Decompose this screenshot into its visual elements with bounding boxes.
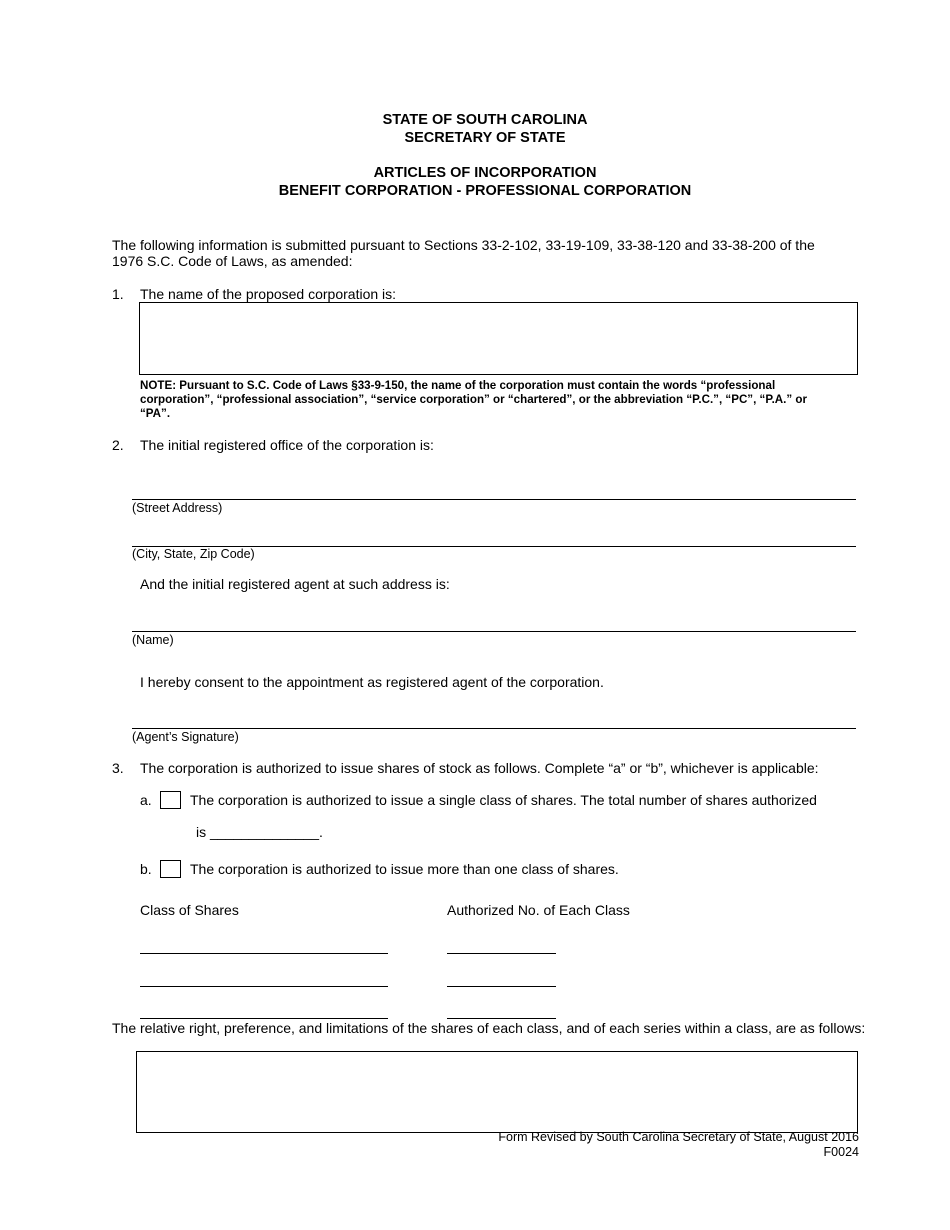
form-title: ARTICLES OF INCORPORATION	[373, 165, 597, 181]
item-3-number: 3.	[112, 760, 124, 776]
option-b-letter: b.	[140, 861, 152, 877]
class-of-shares-input-2[interactable]	[140, 986, 388, 987]
street-address-label: (Street Address)	[132, 501, 223, 515]
name-note-line-3: “PA”.	[140, 407, 171, 420]
office-heading: SECRETARY OF STATE	[404, 130, 566, 146]
intro-line-2: 1976 S.C. Code of Laws, as amended:	[112, 253, 353, 269]
item-2-label: The initial registered office of the corporation is:	[140, 437, 434, 453]
form-subtitle: BENEFIT CORPORATION - PROFESSIONAL CORPORATION	[278, 183, 692, 199]
option-a-text: The corporation is authorized to issue a single class of shares. The total number of shares authorized	[190, 792, 817, 808]
agent-signature-label: (Agent’s Signature)	[132, 730, 239, 744]
authorized-number-input-1[interactable]	[447, 953, 556, 954]
class-of-shares-input-1[interactable]	[140, 953, 388, 954]
rights-preferences-field[interactable]	[136, 1051, 858, 1133]
class-of-shares-input-3[interactable]	[140, 1018, 388, 1019]
state-heading: STATE OF SOUTH CAROLINA	[382, 112, 588, 128]
agent-name-label: (Name)	[132, 633, 174, 647]
option-a-checkbox[interactable]	[160, 791, 181, 809]
class-of-shares-header: Class of Shares	[140, 902, 239, 918]
agent-intro: And the initial registered agent at such address is:	[140, 576, 450, 592]
intro-line-1: The following information is submitted pursuant to Sections 33-2-102, 33-19-109, 33-38-120 and 33-38-200 of the	[112, 237, 815, 253]
name-note-line-2: corporation”, “professional association”, “service corporation” or “chartered”, or the abbreviation “P.C.”, “PC”, “P.A.” or	[140, 393, 808, 406]
option-b-text: The corporation is authorized to issue more than one class of shares.	[190, 861, 619, 877]
rights-label: The relative right, preference, and limitations of the shares of each class, and of each series within a class, are as follows:	[112, 1020, 866, 1036]
authorized-number-header: Authorized No. of Each Class	[447, 902, 630, 918]
agent-consent: I hereby consent to the appointment as registered agent of the corporation.	[140, 674, 604, 690]
authorized-number-input-2[interactable]	[447, 986, 556, 987]
option-a-letter: a.	[140, 792, 152, 808]
form-id: F0024	[823, 1145, 859, 1159]
corporation-name-field[interactable]	[139, 302, 858, 375]
option-b-checkbox[interactable]	[160, 860, 181, 878]
name-note-line-1: NOTE: Pursuant to S.C. Code of Laws §33-9-150, the name of the corporation must contain the words “professional	[140, 379, 776, 392]
item-1-number: 1.	[112, 286, 124, 302]
authorized-number-input-3[interactable]	[447, 1018, 556, 1019]
item-1-label: The name of the proposed corporation is:	[140, 286, 397, 302]
agent-name-input[interactable]	[132, 631, 856, 632]
city-state-zip-label: (City, State, Zip Code)	[132, 547, 255, 561]
item-3-label: The corporation is authorized to issue shares of stock as follows. Complete “a” or “b”, whichever is applicable:	[140, 760, 819, 776]
street-address-input[interactable]	[132, 499, 856, 500]
form-revised-note: Form Revised by South Carolina Secretary of State, August 2016	[498, 1130, 859, 1144]
agent-signature-input[interactable]	[132, 728, 856, 729]
item-2-number: 2.	[112, 437, 124, 453]
option-a-shares-count[interactable]: is ______________.	[196, 824, 323, 840]
